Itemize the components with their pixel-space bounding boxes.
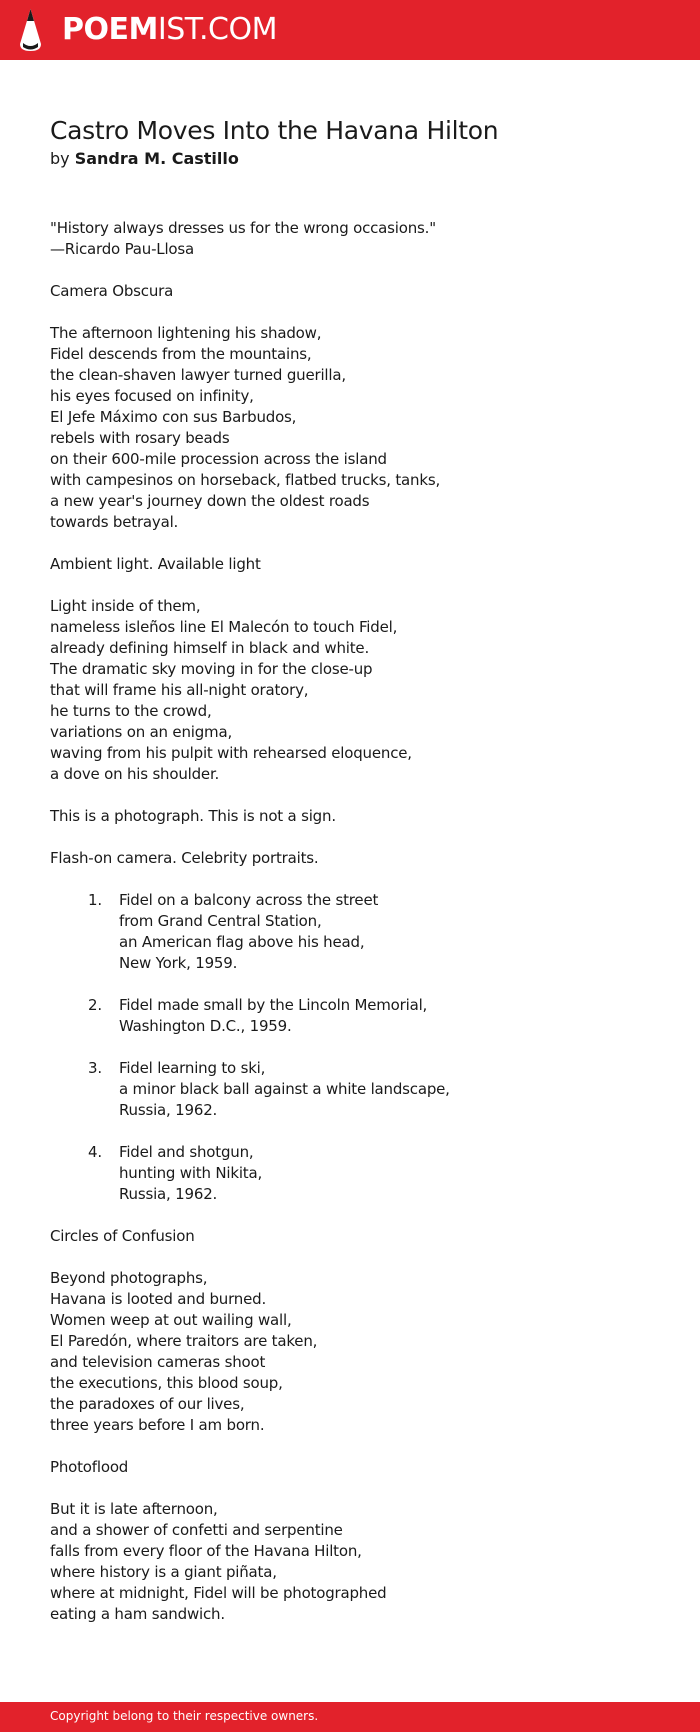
- poem-line: eating a ham sandwich.: [50, 1605, 225, 1623]
- stanza: [50, 218, 650, 260]
- poem-line: Washington D.C., 1959.: [119, 1017, 292, 1035]
- poem-line: where history is a giant piñata,: [50, 1563, 277, 1581]
- list-item: [50, 995, 650, 1037]
- poem-line: with campesinos on horseback, flatbed trucks, tanks,: [50, 471, 441, 489]
- byline: [50, 148, 239, 170]
- poem-line: Russia, 1962.: [119, 1185, 218, 1203]
- stanza: [50, 1499, 650, 1625]
- poem-line: waving from his pulpit with rehearsed eloquence,: [50, 744, 412, 762]
- poem-line: nameless isleños line El Malecón to touch Fidel,: [50, 618, 398, 636]
- poem-line: variations on an enigma,: [50, 723, 233, 741]
- poem-line: a new year's journey down the oldest roads: [50, 492, 370, 510]
- poem-line: Russia, 1962.: [119, 1101, 218, 1119]
- poem-body: [50, 218, 650, 1646]
- stanza-break: [50, 575, 650, 596]
- poem-title: Castro Moves Into the Havana Hilton: [50, 116, 499, 145]
- poem-line: his eyes focused on infinity,: [50, 387, 254, 405]
- copyright-text: Copyright belong to their respective owners.: [50, 1709, 319, 1723]
- stanza-break: [50, 869, 650, 890]
- pencil-tip-icon[interactable]: [19, 8, 42, 52]
- site-footer: [0, 1702, 700, 1732]
- poem-line: three years before I am born.: [50, 1416, 265, 1434]
- stanza-break: [50, 827, 650, 848]
- poem-line: rebels with rosary beads: [50, 429, 230, 447]
- poem-line: the paradoxes of our lives,: [50, 1395, 245, 1413]
- poem-line: that will frame his all-night oratory,: [50, 681, 309, 699]
- stanza: [50, 596, 650, 785]
- stanza: [50, 1457, 650, 1478]
- site-logo[interactable]: [62, 10, 277, 50]
- logo-light: IST.COM: [157, 12, 277, 47]
- poem-line: Light inside of them,: [50, 597, 201, 615]
- list-marker: 4.: [88, 1143, 102, 1161]
- poem-line: El Jefe Máximo con sus Barbudos,: [50, 408, 297, 426]
- by-label: by: [50, 149, 70, 168]
- poem-line: a minor black ball against a white landscape,: [119, 1080, 450, 1098]
- poem-line: This is a photograph. This is not a sign.: [50, 807, 336, 825]
- list-item: [50, 890, 650, 974]
- list-marker: 3.: [88, 1059, 102, 1077]
- poem-line: Havana is looted and burned.: [50, 1290, 267, 1308]
- poem-line: he turns to the crowd,: [50, 702, 212, 720]
- poem-line: But it is late afternoon,: [50, 1500, 218, 1518]
- stanza-break: [50, 533, 650, 554]
- stanza: [50, 806, 650, 827]
- stanza-break: [50, 1478, 650, 1499]
- stanza-break: [50, 1247, 650, 1268]
- stanza-break: [50, 260, 650, 281]
- poem-line: Ambient light. Available light: [50, 555, 261, 573]
- list-marker: 2.: [88, 996, 102, 1014]
- stanza: [50, 1226, 650, 1247]
- stanza: [50, 1268, 650, 1436]
- poem-line: The afternoon lightening his shadow,: [50, 324, 322, 342]
- poem-line: an American flag above his head,: [119, 933, 365, 951]
- stanza: [50, 323, 650, 533]
- poem-line: the executions, this blood soup,: [50, 1374, 283, 1392]
- poem-line: and a shower of confetti and serpentine: [50, 1521, 343, 1539]
- poem-line: Fidel made small by the Lincoln Memorial,: [119, 996, 428, 1014]
- poem-line: Fidel and shotgun,: [119, 1143, 254, 1161]
- poem-line: Fidel descends from the mountains,: [50, 345, 312, 363]
- stanza: [50, 848, 650, 869]
- poem-line: New York, 1959.: [119, 954, 238, 972]
- poem-line: Women weep at out wailing wall,: [50, 1311, 292, 1329]
- poem-line: hunting with Nikita,: [119, 1164, 263, 1182]
- poem-line: the clean-shaven lawyer turned guerilla,: [50, 366, 346, 384]
- poem-line: and television cameras shoot: [50, 1353, 266, 1371]
- poem-line: a dove on his shoulder.: [50, 765, 220, 783]
- poem-line: Camera Obscura: [50, 282, 174, 300]
- poem-line: Beyond photographs,: [50, 1269, 208, 1287]
- poem-line: where at midnight, Fidel will be photographed: [50, 1584, 387, 1602]
- poem-line: Circles of Confusion: [50, 1227, 195, 1245]
- stanza-break: [50, 1121, 650, 1142]
- poem-line: Fidel on a balcony across the street: [119, 891, 379, 909]
- poem-line: Flash-on camera. Celebrity portraits.: [50, 849, 319, 867]
- logo-bold: POEM: [62, 12, 158, 47]
- poem-line: "History always dresses us for the wrong occasions.": [50, 219, 436, 237]
- stanza-break: [50, 785, 650, 806]
- list-item: [50, 1142, 650, 1205]
- poem-line: —Ricardo Pau-Llosa: [50, 240, 194, 258]
- stanza-break: [50, 302, 650, 323]
- poem-line: Fidel learning to ski,: [119, 1059, 266, 1077]
- stanza-break: [50, 1436, 650, 1457]
- poem-line: from Grand Central Station,: [119, 912, 322, 930]
- author-name: Sandra M. Castillo: [74, 149, 239, 168]
- poem-line: El Paredón, where traitors are taken,: [50, 1332, 318, 1350]
- list-item: [50, 1058, 650, 1121]
- poem-line: The dramatic sky moving in for the close-up: [50, 660, 373, 678]
- stanza-break: [50, 974, 650, 995]
- stanza: [50, 554, 650, 575]
- poem-line: on their 600-mile procession across the island: [50, 450, 387, 468]
- stanza-break: [50, 1205, 650, 1226]
- stanza-break: [50, 1037, 650, 1058]
- poem-line: Photoflood: [50, 1458, 129, 1476]
- stanza-break: [50, 1625, 650, 1646]
- list-marker: 1.: [88, 891, 102, 909]
- poem-line: towards betrayal.: [50, 513, 179, 531]
- poem-line: already defining himself in black and white.: [50, 639, 370, 657]
- site-header: [0, 0, 700, 60]
- stanza: [50, 281, 650, 302]
- poem-line: falls from every floor of the Havana Hilton,: [50, 1542, 362, 1560]
